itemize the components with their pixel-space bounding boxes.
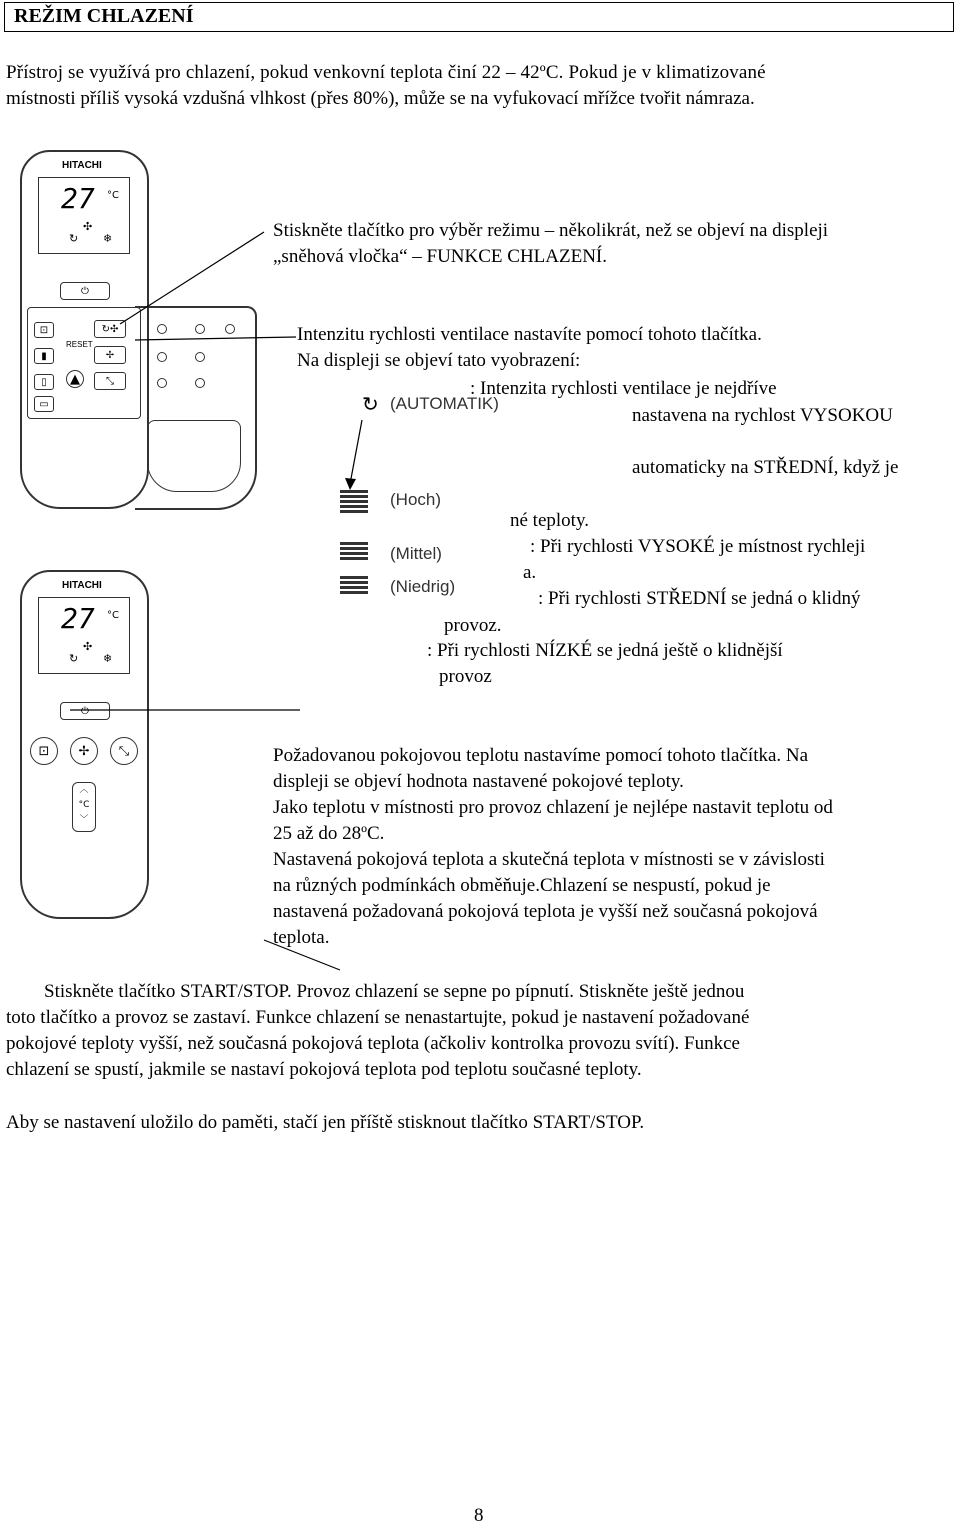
mode-select-button[interactable]: ⊡ xyxy=(30,737,58,765)
pointer-fan xyxy=(135,337,296,340)
fan-symbol-icon: ✣ xyxy=(83,641,93,653)
start-stop-button[interactable]: ⏻ xyxy=(60,702,110,720)
callout-temp-line-4: 25 až do 28ºC. xyxy=(273,823,385,844)
mid-text-2: provoz. xyxy=(444,615,502,636)
auto-fan-symbol-icon: ↻ xyxy=(362,392,379,416)
memory-note: Aby se nastavení uložilo do paměti, stačí jen příště stisknout tlačítko START/STOP. xyxy=(6,1112,645,1133)
mittel-label: (Mittel) xyxy=(390,544,442,563)
callout-temp-line-2: displeji se objeví hodnota nastavené pokojové teploty. xyxy=(273,771,684,792)
fan-mid-icon xyxy=(340,542,368,562)
auto-text-2: nastavena na rychlost VYSOKOU xyxy=(632,405,893,426)
callout-mode-line-1: Stiskněte tlačítko pro výběr režimu – několikrát, než se objeví na displeji xyxy=(273,220,829,241)
start-stop-line-1: Stiskněte tlačítko START/STOP. Provoz chlazení se sepne po pípnutí. Stiskněte ještě jednou xyxy=(6,981,745,1002)
intro-line-1: Přístroj se využívá pro chlazení, pokud venkovní teplota činí 22 – 42ºC. Pokud je v klimatizované xyxy=(6,62,766,83)
callout-fan-line-2: Na displeji se objeví tato vyobrazení: xyxy=(297,350,581,371)
low-text-1: : Při rychlosti NÍZKÉ se jedná ještě o klidnější xyxy=(427,640,783,661)
snowflake-icon: ❄ xyxy=(103,233,113,245)
niedrig-label: (Niedrig) xyxy=(390,577,456,596)
high-text-1: : Při rychlosti VYSOKÉ je místnost rychleji xyxy=(530,536,866,557)
fan-low-icon xyxy=(340,576,368,594)
remote-brand: HITACHI xyxy=(62,160,102,171)
callout-temp-line-5: Nastavená pokojová teplota a skutečná teplota v místnosti se v závislosti xyxy=(273,849,825,870)
auto-label: (AUTOMATIK) xyxy=(390,394,499,413)
fan-speed-button[interactable]: ✢ xyxy=(70,737,98,765)
start-stop-button[interactable]: ⏻ xyxy=(60,282,110,300)
callout-fan-line-1: Intenzitu rychlosti ventilace nastavíte pomocí tohoto tlačítka. xyxy=(297,324,762,345)
start-stop-line-4: chlazení se spustí, jakmile se nastaví pokojová teplota pod teplotu současné teploty. xyxy=(6,1059,642,1080)
auto-text-3: automaticky na STŘEDNÍ, když je xyxy=(632,457,899,478)
start-stop-line-3: pokojové teploty vyšší, než současná pokojová teplota (ačkoliv kontrolka provozu svítí). Funkce xyxy=(6,1033,740,1054)
pointer-auto-arrow xyxy=(350,420,362,484)
snowflake-icon: ❄ xyxy=(103,653,113,665)
reset-label: RESET xyxy=(66,340,93,349)
cancel-button[interactable]: ▭ xyxy=(34,396,54,412)
callout-temp-line-8: teplota. xyxy=(273,927,330,948)
callout-temp-line-1: Požadovanou pokojovou teplotu nastavíme pomocí tohoto tlačítka. Na xyxy=(273,745,809,766)
low-text-2: provoz xyxy=(439,666,492,687)
swing-button[interactable]: ⤡ xyxy=(94,372,126,390)
display-temperature: 27 xyxy=(61,602,95,635)
timer-button[interactable]: ⊡ xyxy=(34,322,54,338)
fan-symbol-icon: ✣ xyxy=(83,221,93,233)
high-text-2: a. xyxy=(523,562,537,583)
swing-button[interactable]: ⤡ xyxy=(110,737,138,765)
start-stop-line-2: toto tlačítko a provoz se zastaví. Funkce chlazení se nenastartujte, pokud je nastavení požadované xyxy=(6,1007,750,1028)
auto-text-4: né teploty. xyxy=(510,510,589,531)
callout-temp-line-6: na různých podmínkách obměňuje.Chlazení se nespustí, pokud je xyxy=(273,875,771,896)
callout-temp-line-7: nastavená požadovaná pokojová teplota je vyšší než současná pokojová xyxy=(273,901,818,922)
fan-high-icon xyxy=(340,490,368,514)
display-unit: °C xyxy=(107,190,119,201)
intro-line-2: místnosti příliš vysoká vzdušná vlhkost (přes 80%), může se na vyfukovací mřížce tvořit námraza. xyxy=(6,88,755,109)
mid-text-1: : Při rychlosti STŘEDNÍ se jedná o klidný xyxy=(538,588,861,609)
callout-temp-line-3: Jako teplotu v místnosti pro provoz chlazení je nejlépe nastavit teplotu od xyxy=(273,797,833,818)
sleep-button[interactable]: ▯ xyxy=(34,374,54,390)
section-heading: REŽIM CHLAZENÍ xyxy=(14,5,194,27)
auto-fan-icon: ↻ xyxy=(69,233,79,245)
off-timer-button[interactable]: ▮ xyxy=(34,348,54,364)
mode-select-button[interactable]: ↻✣ xyxy=(94,320,126,338)
pointer-mode xyxy=(120,232,264,324)
hoch-label: (Hoch) xyxy=(390,490,442,509)
auto-text-1: : Intenzita rychlosti ventilace je nejdříve xyxy=(470,378,777,399)
temperature-rocker[interactable]: ︿ °C ﹀ xyxy=(72,782,96,832)
display-temperature: 27 xyxy=(61,182,95,215)
fan-speed-button[interactable]: ✢ xyxy=(94,346,126,364)
callout-mode-line-2: „sněhová vločka“ – FUNKCE CHLAZENÍ. xyxy=(273,246,608,267)
display-unit: °C xyxy=(107,610,119,621)
remote-brand: HITACHI xyxy=(62,580,102,591)
temp-up-button[interactable]: ▲ xyxy=(66,370,84,388)
pointer-arrow-head xyxy=(345,478,356,490)
page-number: 8 xyxy=(474,1505,484,1526)
auto-fan-icon: ↻ xyxy=(69,653,79,665)
